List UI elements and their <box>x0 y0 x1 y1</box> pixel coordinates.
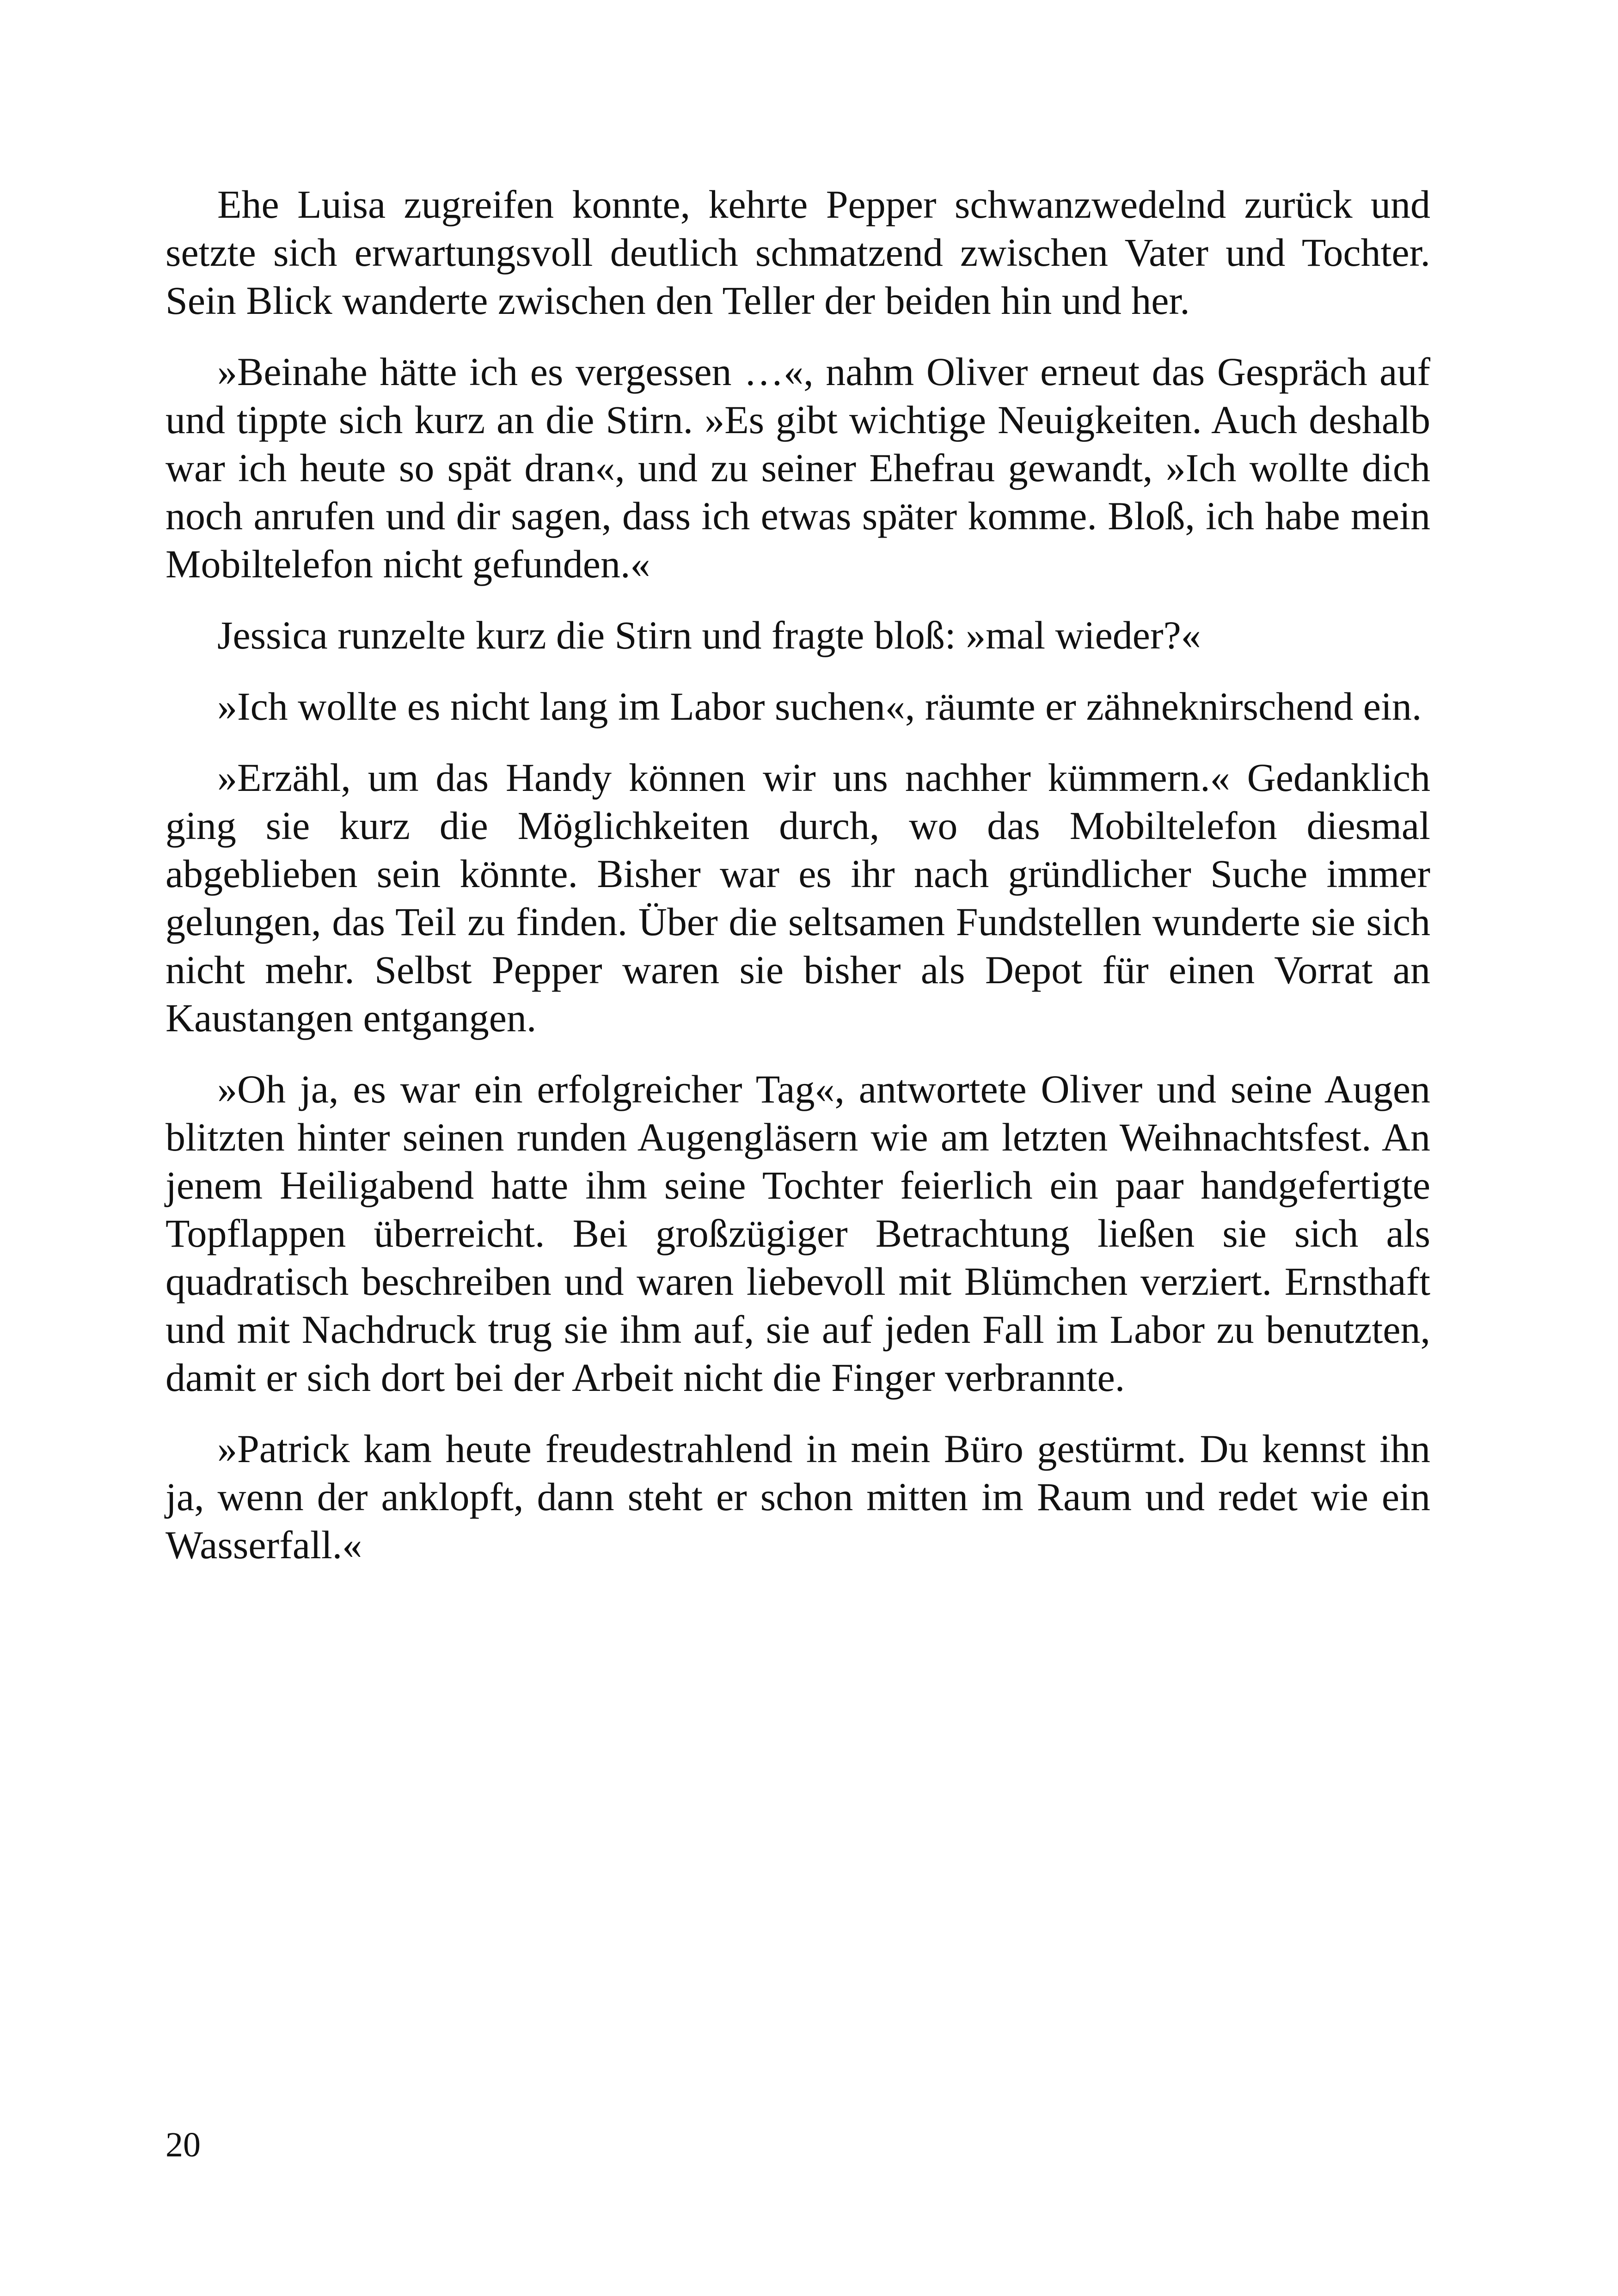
paragraph-1: Ehe Luisa zugreifen konnte, kehrte Pepper schwanzwedelnd zurück und setzte sich erwartungsvoll deutlich schmatzend zwischen Vater und Tochter. Sein Blick wanderte zwischen den Teller der beiden hin und her. <box>165 182 1430 323</box>
paragraph-6: »Oh ja, es war ein erfolgreicher Tag«, antwortete Oliver und seine Augen blitzten hinter seinen runden Augengläsern wie am letzten Weihnachtsfest. An jenem Heiligabend hatte ihm seine Tochter feierlich ein paar handgefertigte Topflappen überreicht. Bei großzügiger Betrachtung ließen sie sich als quadratisch beschreiben und waren liebevoll mit Blümchen verziert. Ernsthaft und mit Nachdruck trug sie ihm auf, sie auf jeden Fall im Labor zu benutzten, damit er sich dort bei der Arbeit nicht die Finger verbrannte. <box>165 1067 1430 1400</box>
body-text <box>165 180 1430 1592</box>
paragraph-3: Jessica runzelte kurz die Stirn und fragte bloß: »mal wieder?« <box>217 613 1201 657</box>
paragraph-2: »Beinahe hätte ich es vergessen …«, nahm Oliver erneut das Gespräch auf und tippte sich kurz an die Stirn. »Es gibt wichtige Neuigkeiten. Auch deshalb war ich heute so spät dran«, und zu seiner Ehefrau gewandt, »Ich wollte dich noch anrufen und dir sagen, dass ich etwas später komme. Bloß, ich habe mein Mobiltelefon nicht gefunden.« <box>165 349 1430 586</box>
paragraph-5: »Erzähl, um das Handy können wir uns nachher kümmern.« Gedanklich ging sie kurz die Möglichkeiten durch, wo das Mobiltelefon diesmal abgeblieben sein könnte. Bisher war es ihr nach gründlicher Suche immer gelungen, das Teil zu finden. Über die seltsamen Fundstellen wunderte sie sich nicht mehr. Selbst Pepper waren sie bisher als Depot für einen Vorrat an Kaustangen entgangen. <box>165 755 1430 1040</box>
page-number: 20 <box>165 2125 201 2164</box>
paragraph-4: »Ich wollte es nicht lang im Labor suchen«, räumte er zähneknirschend ein. <box>217 684 1422 729</box>
paragraph-7: »Patrick kam heute freudestrahlend in mein Büro gestürmt. Du kennst ihn ja, wenn der anklopft, dann steht er schon mitten im Raum und redet wie ein Wasserfall.« <box>165 1427 1430 1567</box>
